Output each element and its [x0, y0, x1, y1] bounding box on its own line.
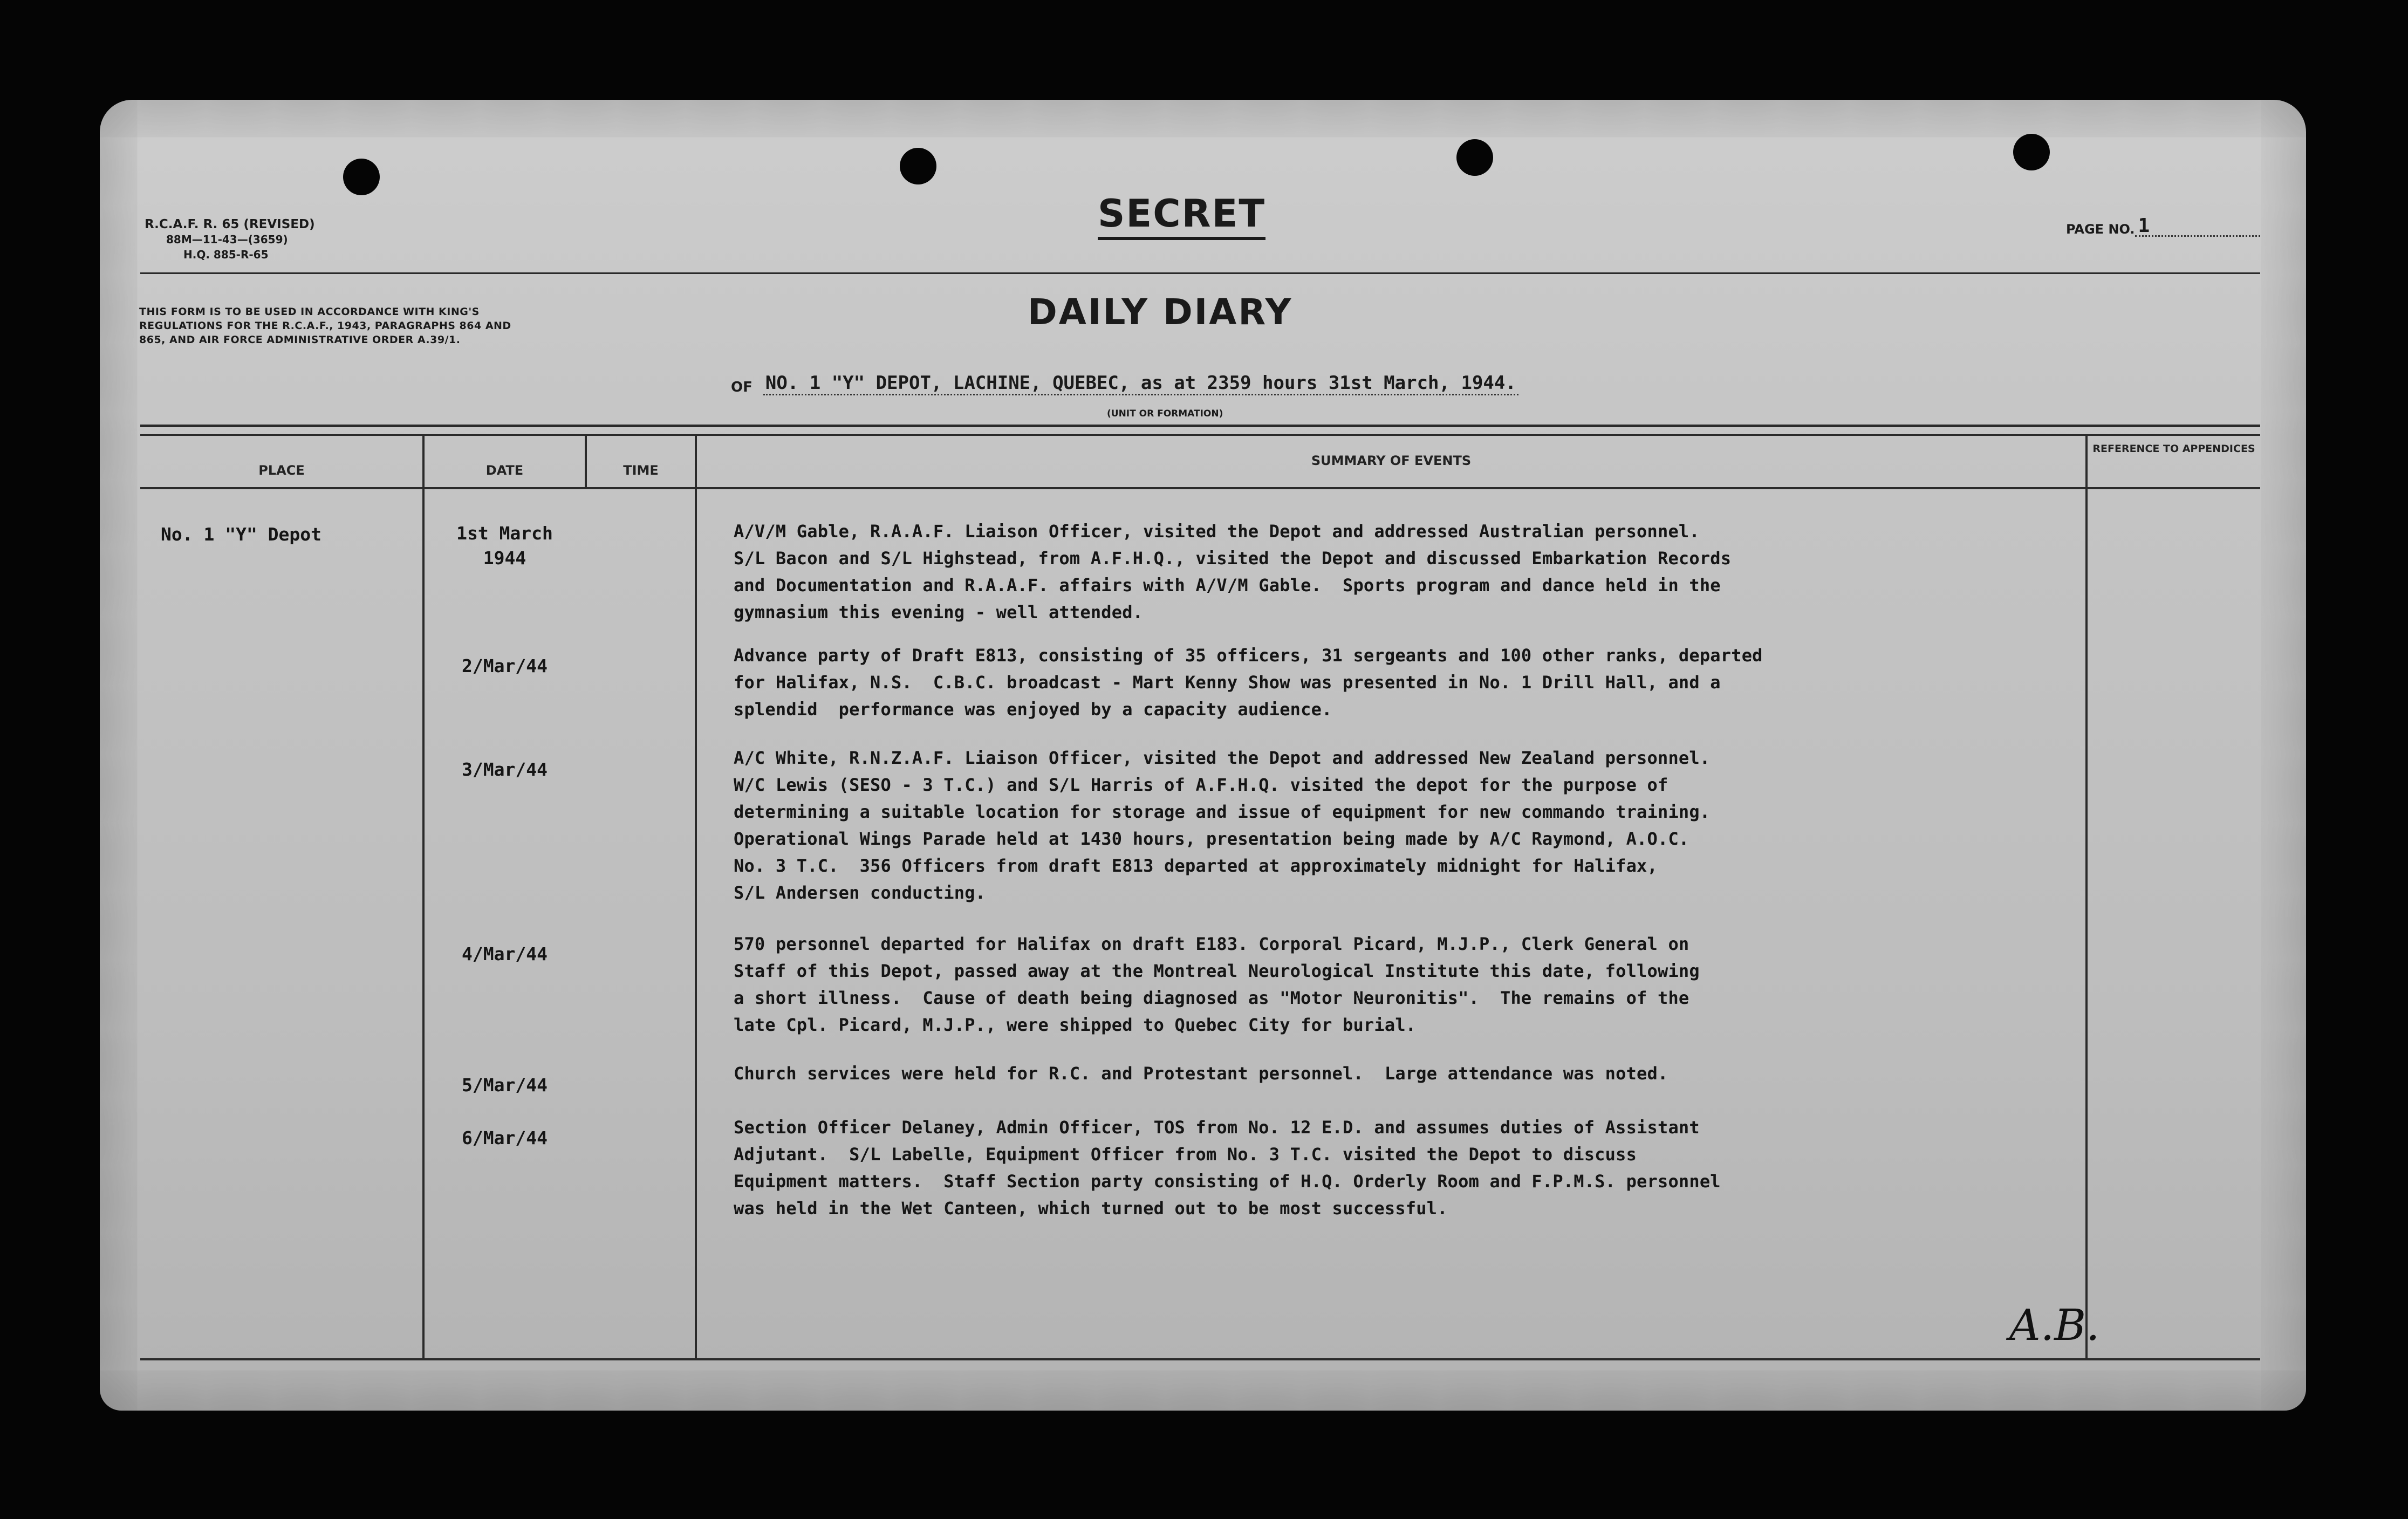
classification-heading: SECRET	[1098, 191, 1265, 240]
date-cell: 4/Mar/44	[462, 943, 548, 964]
page-number-value: 1	[2135, 217, 2261, 237]
form-number: R.C.A.F. R. 65 (REVISED)	[145, 217, 315, 231]
date-cell: 1st March 1944	[456, 523, 553, 569]
date-cell: 5/Mar/44	[462, 1075, 548, 1096]
column-divider	[695, 434, 697, 1359]
table-top-rule-2	[140, 434, 2260, 436]
form-identifier	[145, 217, 315, 262]
column-header-rule	[140, 487, 2260, 489]
page-number-field	[2066, 217, 2260, 237]
column-header-summary: SUMMARY OF EVENTS	[1311, 453, 1472, 468]
page-number-label: PAGE NO.	[2066, 222, 2135, 237]
punch-hole	[2013, 134, 2050, 170]
header-rule	[140, 272, 2260, 274]
summary-cell: A/V/M Gable, R.A.A.F. Liaison Officer, visited the Depot and addressed Australian personnel. S/L Bacon and S/L Highstead, from A.F.H.Q., visited the Depot and discussed Embarkation Records and Documentation and R.A.A.F. affairs with A/V/M Gable. Sports program and dance held in the gymnasium this evening - well attended.	[734, 521, 1732, 622]
form-hq-code: H.Q. 885-R-65	[183, 248, 269, 261]
summary-cell: A/C White, R.N.Z.A.F. Liaison Officer, visited the Depot and addressed New Zealand personnel. W/C Lewis (SESO - 3 T.C.) and S/L Harris of A.F.H.Q. visited the depot for the purpose of determining a suitable location for storage and issue of equipment for new commando training. Operational Wings Parade held at 1430 hours, presentation being made by A/C Raymond, A.O.C. No. 3 T.C. 356 Officers from draft E813 departed at approximately midnight for Halifax, S/L Andersen conducting.	[734, 748, 1711, 903]
table-bottom-rule	[140, 1358, 2260, 1360]
column-header-date: DATE	[485, 463, 524, 478]
column-divider	[585, 434, 587, 488]
date-cell: 6/Mar/44	[462, 1127, 548, 1148]
summary-cell: 570 personnel departed for Halifax on draft E183. Corporal Picard, M.J.P., Clerk General on Staff of this Depot, passed away at the Montreal Neurological Institute this date, following a short illness. Cause of death being diagnosed as "Motor Neuronitis". The remains of the late Cpl. Picard, M.J.P., were shipped to Quebec City for burial.	[734, 934, 1700, 1035]
handwritten-initials: A.B.	[2009, 1300, 2100, 1350]
page-title: DAILY DIARY	[1028, 291, 1293, 333]
form-notice: THIS FORM IS TO BE USED IN ACCORDANCE WITH KING'S REGULATIONS FOR THE R.C.A.F., 1943, PARAGRAPHS 864 AND 865, AND AIR FORCE ADMINISTRATIVE ORDER A.39/1.	[139, 306, 511, 346]
column-header-time: TIME	[623, 463, 659, 478]
date-cell: 2/Mar/44	[462, 655, 548, 676]
column-divider	[422, 434, 425, 1359]
column-divider	[2085, 434, 2088, 1359]
form-print-code: 88M—11-43—(3659)	[166, 233, 288, 246]
date-cell: 3/Mar/44	[462, 759, 548, 780]
place-cell: No. 1 "Y" Depot	[161, 524, 322, 545]
summary-cell: Section Officer Delaney, Admin Officer, TOS from No. 12 E.D. and assumes duties of Assistant Adjutant. S/L Labelle, Equipment Officer from No. 3 T.C. visited the Depot to discuss Equipment matters. Staff Section party consisting of H.Q. Orderly Room and F.P.M.S. personnel was held in the Wet Canteen, which turned out to be most successful.	[734, 1117, 1721, 1219]
column-header-place: PLACE	[258, 463, 305, 478]
punch-hole	[343, 159, 380, 195]
summary-cell: Advance party of Draft E813, consisting of 35 officers, 31 sergeants and 100 other ranks, departed for Halifax, N.S. C.B.C. broadcast - Mart Kenny Show was presented in No. 1 Drill Hall, and a splendid performance was enjoyed by a capacity audience.	[734, 645, 1763, 720]
punch-hole	[900, 148, 936, 184]
unit-line	[731, 372, 1518, 395]
unit-field: NO. 1 "Y" DEPOT, LACHINE, QUEBEC, as at 2359 hours 31st March, 1944.	[763, 372, 1518, 395]
table-top-rule	[140, 425, 2260, 427]
summary-cell: Church services were held for R.C. and Protestant personnel. Large attendance was noted.	[734, 1063, 1668, 1084]
punch-hole	[1456, 139, 1493, 176]
column-header-reference: REFERENCE TO APPENDICES	[2092, 443, 2255, 455]
of-label: OF	[731, 379, 752, 395]
unit-caption: (UNIT OR FORMATION)	[1107, 408, 1223, 419]
